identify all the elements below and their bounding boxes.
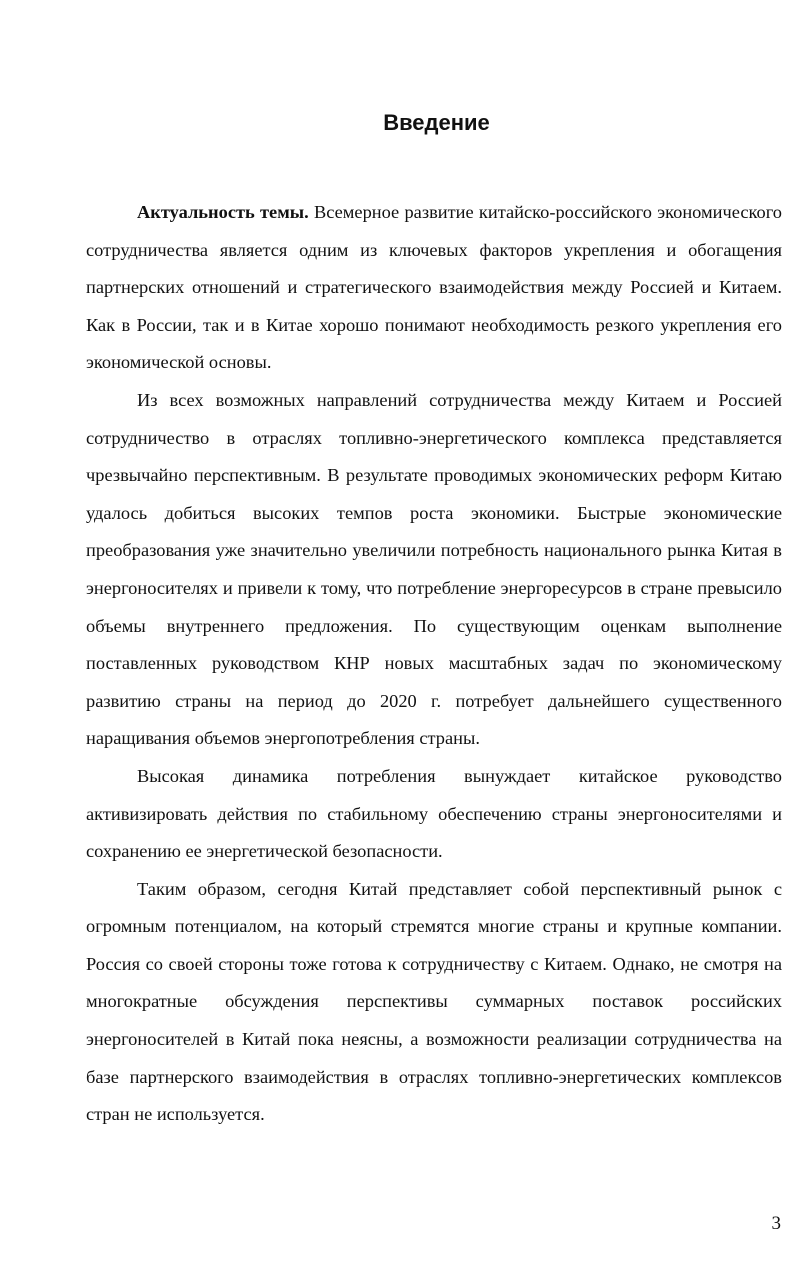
paragraph-text: Всемерное развитие китайско-российского экономического сотрудничества является одним из ключевых факторов укрепления и обогащения партнерских отношений и стратегического взаимодействия между Россией и Китаем. Как в России, так и в Китае хорошо понимают необходимость резкого укрепления его экономической основы. [86, 202, 782, 373]
page-title: Введение [383, 110, 490, 135]
body-text [86, 194, 782, 1134]
paragraph-dynamics: Высокая динамика потребления вынуждает китайское руководство активизировать действия по стабильному обеспечению страны энергоносителями и сохранению ее энергетической безопасности. [86, 765, 782, 862]
paragraph-cooperation: Из всех возможных направлений сотрудничества между Китаем и Россией сотрудничество в отраслях топливно-энергетического комплекса представляется чрезвычайно перспективным. В результате проводимых экономических реформ Китаю удалось добиться высоких темпов роста экономики. Быстрые экономические преобразования уже значительно увеличили потребность национального рынка Китая в энергоносителях и привели к тому, что потребление энергоресурсов в стране превысило объемы внутреннего предложения. По существующим оценкам выполнение поставленных руководством КНР новых масштабных задач по экономическому развитию страны на период до 2020 г. потребует дальнейшего существенного наращивания объемов энергопотребления страны. [86, 389, 782, 749]
paragraph-market: Таким образом, сегодня Китай представляет собой перспективный рынок с огромным потенциалом, на который стремятся многие страны и крупные компании. Россия со своей стороны тоже готова к сотрудничеству с Китаем. Однако, не смотря на многократные обсуждения перспективы суммарных поставок российских энергоносителей в Китай пока неясны, а возможности реализации сотрудничества на базе партнерского взаимодействия в отраслях топливно-энергетических комплексов стран не используется. [86, 878, 782, 1125]
paragraph-lead: Актуальность темы. [137, 202, 309, 222]
paragraph-relevance [86, 194, 782, 382]
page-number: 3 [771, 1213, 781, 1234]
